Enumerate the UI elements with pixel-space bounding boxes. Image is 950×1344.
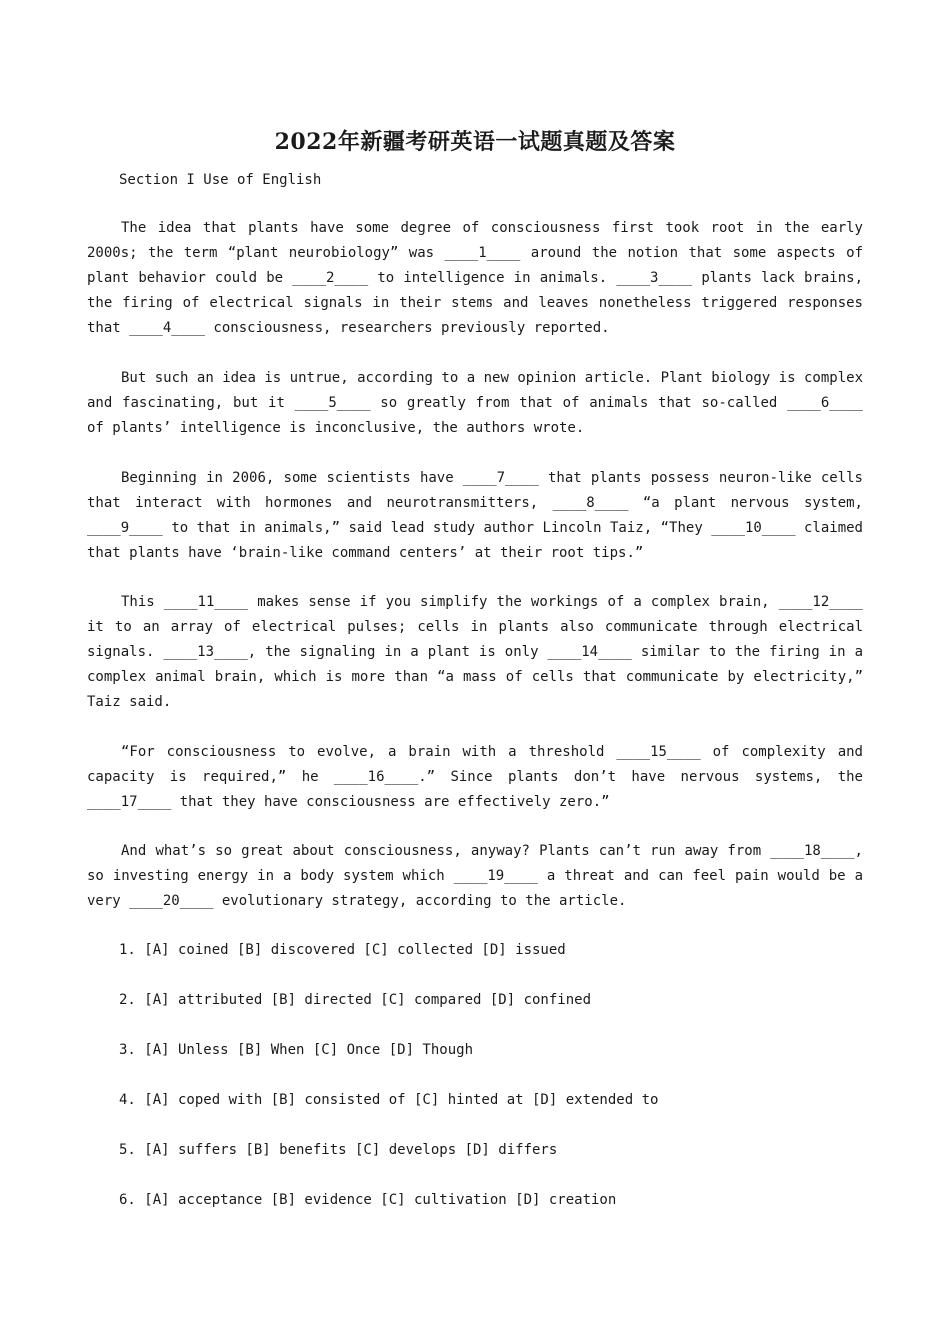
section-heading: Section I Use of English [119, 172, 322, 188]
paragraph-2: But such an idea is untrue, according to a new opinion article. Plant biology is complex and fascinating, but it ____5____ so greatly from that of animals that so-called ____6____ of plants’ intelligence is inconclusive, the authors wrote. [87, 370, 863, 436]
choice-item-2: 2. [A] attributed [B] directed [C] compared [D] confined [119, 992, 592, 1008]
choice-item-4: 4. [A] coped with [B] consisted of [C] hinted at [D] extended to [119, 1092, 659, 1108]
answer-choices-list [119, 938, 879, 1238]
paragraph-3: Beginning in 2006, some scientists have ____7____ that plants possess neuron-like cells that interact with hormones and neurotransmitters, ____8____ “a plant nervous system, ____9____ to that in animals,” said lead study author Lincoln Taiz, “They ____10____ claimed that plants have ‘brain-like command centers’ at their root tips.” [87, 470, 863, 561]
choice-item-3: 3. [A] Unless [B] When [C] Once [D] Though [119, 1042, 474, 1058]
page-title: 2022年新疆考研英语一试题真题及答案 [274, 129, 676, 155]
paragraph-4: This ____11____ makes sense if you simplify the workings of a complex brain, ____12____ it to an array of electrical pulses; cells in plants also communicate through electrical signals. ____13____, the signaling in a plant is only ____14____ similar to the firing in a complex animal brain, which is more than “a mass of cells that communicate by electricity,” Taiz said. [87, 594, 863, 710]
paragraph-1: The idea that plants have some degree of consciousness first took root in the early 2000s; the term “plant neurobiology” was ____1____ around the notion that some aspects of plant behavior could be ____2____ to intelligence in animals. ____3____ plants lack brains, the firing of electrical signals in their stems and leaves nonetheless triggered responses that ____4____ consciousness, researchers previously reported. [87, 220, 863, 336]
paragraph-6: And what’s so great about consciousness, anyway? Plants can’t run away from ____18____, so investing energy in a body system which ____19____ a threat and can feel pain would be a very ____20____ evolutionary strategy, according to the article. [87, 843, 863, 909]
choice-item-1: 1. [A] coined [B] discovered [C] collected [D] issued [119, 942, 566, 958]
choice-item-6: 6. [A] acceptance [B] evidence [C] cultivation [D] creation [119, 1192, 617, 1208]
choice-item-5: 5. [A] suffers [B] benefits [C] develops [D] differs [119, 1142, 558, 1158]
paragraph-5: “For consciousness to evolve, a brain with a threshold ____15____ of complexity and capacity is required,” he ____16____.” Since plants don’t have nervous systems, the ____17____ that they have consciousness are effectively zero.” [87, 744, 863, 810]
